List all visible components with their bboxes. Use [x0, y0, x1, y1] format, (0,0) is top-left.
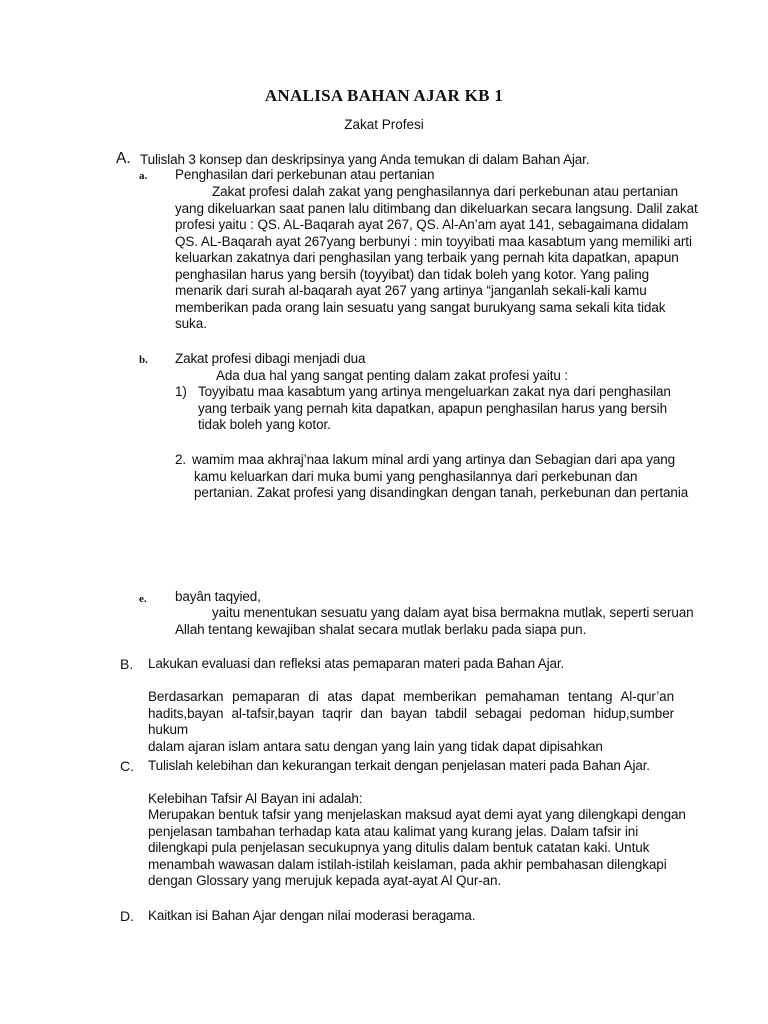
section-d-heading: Kaitkan isi Bahan Ajar dengan nilai moderasi beragama. [148, 908, 476, 923]
subsection-a-heading: Penghasilan dari perkebunan atau pertanian [175, 167, 435, 182]
list-item-1-number: 1) [175, 384, 187, 399]
subsection-e-paragraph [175, 605, 694, 638]
list-item-line: tidak boleh yang kotor. [198, 417, 331, 432]
paragraph-line: penghasilan harus yang bersih (toyyibat) dan tidak boleh yang kotor. Yang paling [175, 266, 650, 282]
paragraph-line: memberikan pada orang lain sesuatu yang sangat burukyang sama sekali kita tidak [175, 299, 666, 315]
paragraph-line: dalam ajaran islam antara satu dengan yang lain yang tidak dapat dipisahkan [148, 738, 603, 754]
section-c-heading: Tulislah kelebihan dan kekurangan terkait dengan penjelasan materi pada Bahan Ajar. [148, 758, 650, 773]
section-c-paragraph [148, 807, 686, 890]
list-item-2-number: 2. [175, 452, 187, 467]
section-b-letter: B. [120, 656, 134, 672]
section-b-paragraph [148, 689, 674, 755]
section-a-heading: Tulislah 3 konsep dan deskripsinya yang Anda temukan di dalam Bahan Ajar. [140, 152, 590, 167]
subsection-b-letter: b. [139, 354, 148, 366]
paragraph-line: menambah wawasan dalam istilah-istilah keislaman, pada akhir pembahasan dilengkapi [148, 856, 667, 872]
subsection-e-letter: e. [139, 593, 147, 605]
page-subtitle: Zakat Profesi [344, 117, 424, 132]
subsection-e-heading: bayân taqyied, [175, 589, 261, 604]
subsection-a-paragraph [175, 184, 698, 333]
list-item-line: yang terbaik yang pernah kita dapatkan, apapun penghasilan harus yang bersih [198, 400, 667, 416]
paragraph-line: menarik dari surah al-baqarah ayat 267 yang artinya “janganlah sekali-kali kamu [175, 283, 647, 298]
paragraph-line: dilengkapi pula penjelasan secukupnya yang ditulis dalam bentuk catatan kaki. Untuk [148, 840, 650, 855]
subsection-a-letter: a. [139, 170, 148, 182]
paragraph-line: suka. [175, 316, 207, 331]
paragraph-line: penjelasan tambahan terhadap kata atau kalimat yang kurang jelas. Dalam tafsir ini [148, 823, 639, 839]
paragraph-line: profesi yaitu : QS. AL-Baqarah ayat 267, QS. Al-An’am ayat 141, sebagaimana didalam [175, 217, 689, 232]
list-item-2 [194, 452, 688, 502]
page-title: ANALISA BAHAN AJAR KB 1 [264, 86, 504, 105]
paragraph-line: yaitu menentukan sesuatu yang dalam ayat bisa bermakna mutlak, seperti seruan [212, 605, 694, 620]
subsection-b-intro: Ada dua hal yang sangat penting dalam zakat profesi yaitu : [216, 368, 569, 383]
section-c-letter: C. [120, 758, 134, 774]
list-item-line: pertanian. Zakat profesi yang disandingkan dengan tanah, perkebunan dan pertania [194, 485, 689, 500]
paragraph-line: QS. AL-Baqarah ayat 267yang berbunyi : min toyyibati maa kasabtum yang memiliki arti [175, 233, 692, 249]
section-b-heading: Lakukan evaluasi dan refleksi atas pemaparan materi pada Bahan Ajar. [148, 656, 565, 671]
paragraph-line: Berdasarkan pemaparan di atas dapat memberikan pemahaman tentang Al-qur’an [148, 689, 674, 704]
paragraph-line: yang dikeluarkan saat panen lalu ditimbang dan dikeluarkan secara langsung. Dalil zakat [175, 200, 698, 216]
section-a-letter: A. [116, 150, 131, 167]
paragraph-line: dengan Glossary yang merujuk kepada ayat-ayat Al Qur-an. [148, 873, 502, 888]
subsection-b-heading: Zakat profesi dibagi menjadi dua [175, 351, 366, 366]
paragraph-line: Merupakan bentuk tafsir yang menjelaskan maksud ayat demi ayat yang dilengkapi dengan [148, 807, 686, 822]
list-item-line: wamim maa akhraj’naa lakum minal ardi yang artinya dan Sebagian dari apa yang [192, 452, 676, 467]
section-c-intro: Kelebihan Tafsir Al Bayan ini adalah: [148, 791, 363, 806]
paragraph-line: hadits,bayan al-tafsir,bayan taqrir dan bayan tabdil sebagai pedoman hidup,sumber hukum [148, 705, 674, 737]
list-item-line: kamu keluarkan dari muka bumi yang penghasilannya dari perkebunan dan [194, 468, 638, 484]
section-d-letter: D. [120, 908, 134, 924]
paragraph-line: Allah tentang kewajiban shalat secara mutlak berlaku pada siapa pun. [175, 621, 587, 637]
list-item-line: Toyyibatu maa kasabtum yang artinya mengeluarkan zakat nya dari penghasilan [198, 384, 671, 399]
paragraph-line: keluarkan zakatnya dari penghasilan yang terbaik yang pernah kita dapatkan, apapun [175, 250, 679, 265]
paragraph-line: Zakat profesi dalah zakat yang penghasilannya dari perkebunan atau pertanian [212, 184, 678, 199]
list-item-1 [198, 384, 671, 434]
